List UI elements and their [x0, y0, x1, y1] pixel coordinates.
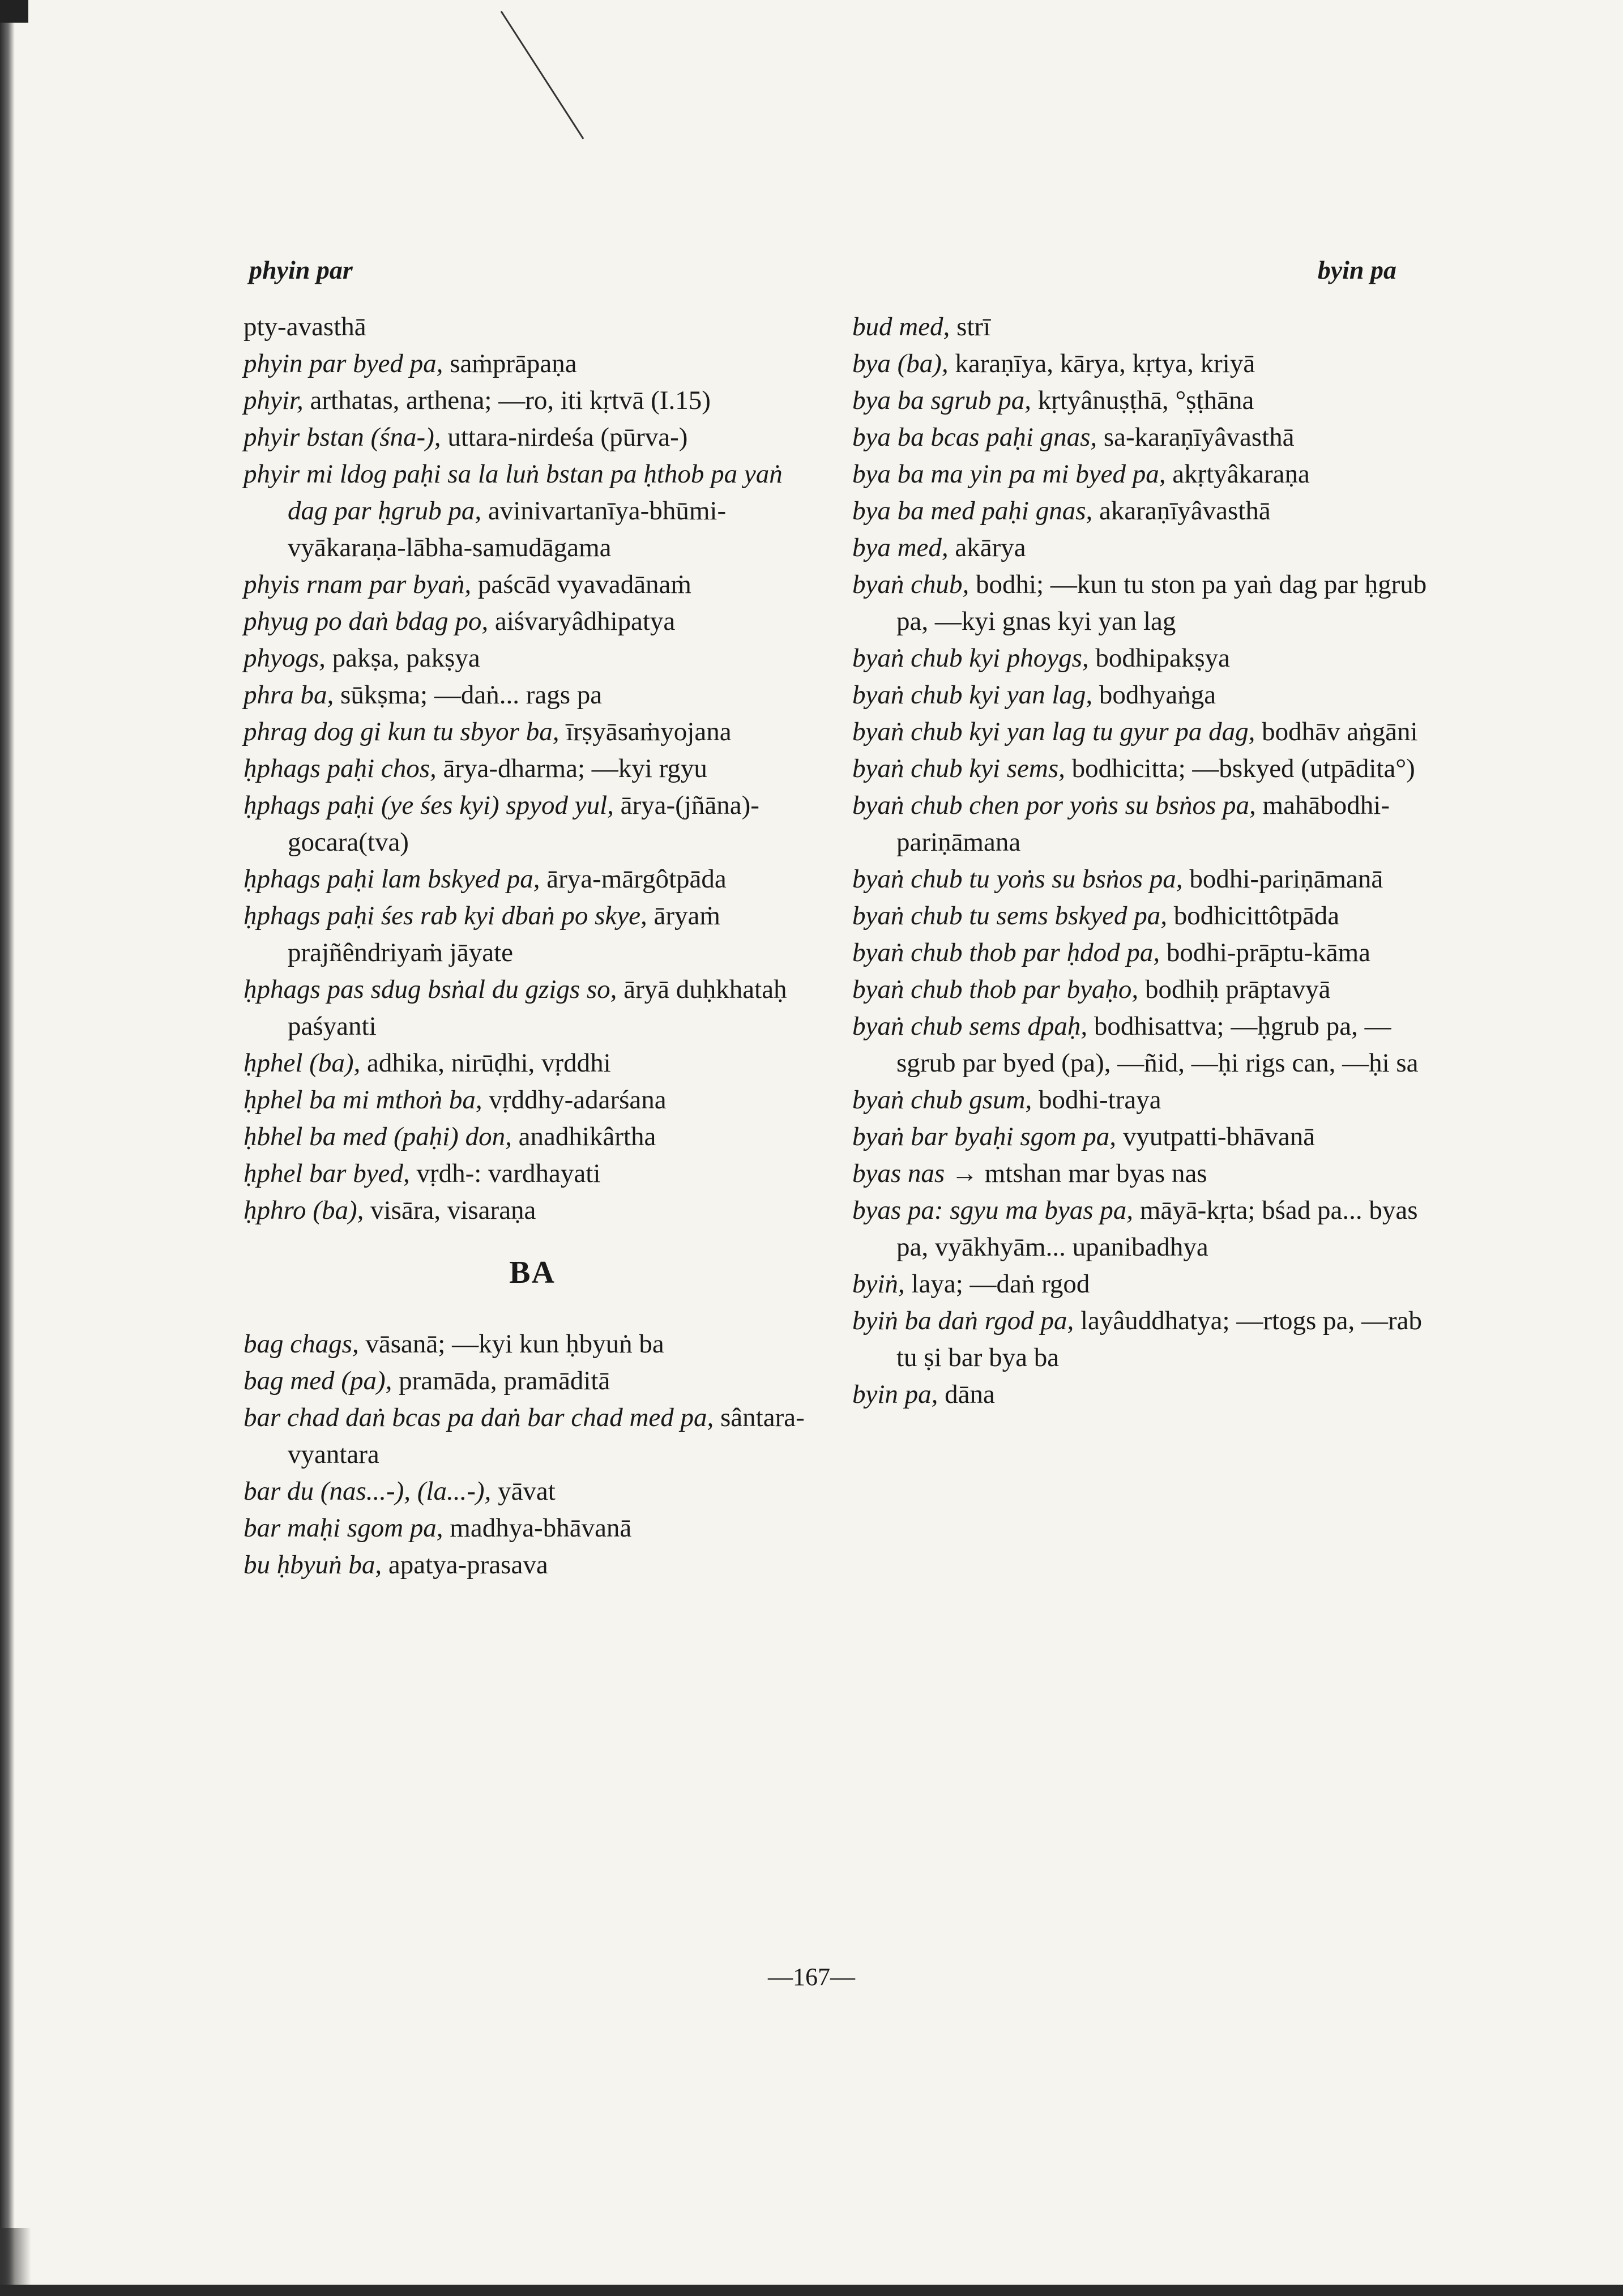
dictionary-entry [244, 898, 821, 971]
tibetan-term: ḥphags pas sdug bsṅal du gzigs so, [244, 975, 617, 1004]
tibetan-term: bar chad daṅ bcas pa daṅ bar chad med pa, [244, 1403, 714, 1432]
tibetan-term: byaṅ chub sems dpaḥ, [852, 1012, 1088, 1041]
sanskrit-definition: ārya-dharma; —kyi rgyu [443, 754, 707, 783]
dictionary-entry [852, 309, 1430, 345]
sanskrit-definition: paścād vyavadānaṁ [477, 570, 691, 599]
sanskrit-definition: bodhipakṣya [1095, 643, 1230, 673]
dictionary-entry [244, 345, 821, 382]
dictionary-entry [852, 382, 1430, 419]
dictionary-entry [852, 1082, 1430, 1119]
tibetan-term: ḥphags paḥi śes rab kyi dbaṅ po skye, [244, 901, 647, 931]
dictionary-entry [244, 714, 821, 750]
sanskrit-definition: sūkṣma; —daṅ... rags pa [340, 680, 603, 710]
sanskrit-definition: sa-karaṇīyâvasthā [1103, 423, 1295, 452]
dictionary-entry [852, 1192, 1430, 1266]
scan-top-corner [0, 0, 28, 23]
dictionary-entry [852, 640, 1430, 677]
sanskrit-definition: sântara-vyantara [288, 1403, 805, 1469]
dictionary-entry [852, 971, 1430, 1008]
sanskrit-definition: kṛtyânuṣṭhā, °ṣṭhāna [1037, 386, 1254, 415]
sanskrit-definition: arthatas, arthena; —ro, iti kṛtvā (I.15) [310, 386, 711, 415]
sanskrit-definition: akārya [955, 533, 1026, 562]
scan-left-edge [0, 0, 15, 2296]
sanskrit-definition: → mtshan mar byas nas [951, 1159, 1207, 1188]
tibetan-term: byaṅ chub kyi phoygs, [852, 643, 1089, 673]
tibetan-term: byiṅ, [852, 1269, 905, 1299]
dictionary-entry [852, 493, 1430, 530]
dictionary-entry [852, 934, 1430, 971]
sanskrit-definition: akaraṇīyâvasthā [1099, 496, 1271, 526]
dictionary-entry [244, 1326, 821, 1363]
tibetan-term: phyug po daṅ bdag po, [244, 607, 489, 636]
tibetan-term: bar du (nas...-), (la...-), [244, 1476, 492, 1506]
dictionary-entry [852, 1303, 1430, 1376]
tibetan-term: ḥphel bar byed, [244, 1159, 410, 1188]
dictionary-entry [244, 456, 821, 566]
sanskrit-definition: pramāda, pramāditā [399, 1366, 610, 1395]
sanskrit-definition: avinivartanīya-bhūmi-vyākaraṇa-lābha-samudāgama [288, 496, 727, 562]
sanskrit-definition: āryaṁ prajñêndriyaṁ jāyate [288, 901, 720, 967]
dictionary-entry [244, 750, 821, 787]
tibetan-term: byaṅ chub kyi yan lag tu gyur pa dag, [852, 717, 1255, 746]
sanskrit-definition: akṛtyâkaraṇa [1172, 459, 1310, 489]
dictionary-entry [852, 456, 1430, 493]
sanskrit-definition: bodhi-prāptu-kāma [1166, 938, 1371, 967]
dictionary-entry [852, 566, 1430, 640]
dictionary-entry [852, 1376, 1430, 1413]
tibetan-term: ḥbhel ba med (paḥi) don, [244, 1122, 512, 1151]
dictionary-entry [852, 1266, 1430, 1303]
left-entries [244, 309, 821, 1229]
tibetan-term: byiṅ ba daṅ rgod pa, [852, 1306, 1074, 1335]
tibetan-term: ḥphel (ba), [244, 1048, 361, 1078]
tibetan-term: byaṅ chub gsum, [852, 1085, 1032, 1115]
tibetan-term: bya ba med paḥi gnas, [852, 496, 1093, 526]
dictionary-entry [244, 1155, 821, 1192]
tibetan-term: bar maḥi sgom pa, [244, 1513, 443, 1543]
left-ba-entries [244, 1326, 821, 1584]
sanskrit-definition: bodhāv aṅgāni [1262, 717, 1418, 746]
dictionary-entry [244, 1192, 821, 1229]
sanskrit-definition: laya; —daṅ rgod [911, 1269, 1090, 1299]
tibetan-term: bya ba bcas paḥi gnas, [852, 423, 1097, 452]
tibetan-term: ḥphags paḥi chos, [244, 754, 437, 783]
dictionary-entry [244, 566, 821, 603]
sanskrit-definition: vāsanā; —kyi kun ḥbyuṅ ba [365, 1329, 664, 1359]
tibetan-term: phrag dog gi kun tu sbyor ba, [244, 717, 559, 746]
sanskrit-definition: madhya-bhāvanā [450, 1513, 632, 1543]
tibetan-term: byaṅ chub kyi sems, [852, 754, 1065, 783]
tibetan-term: bag med (pa), [244, 1366, 392, 1395]
dictionary-entry [244, 1510, 821, 1547]
sanskrit-definition: karaṇīya, kārya, kṛtya, kriyā [955, 349, 1255, 378]
page-number: —167— [768, 1963, 855, 1991]
tibetan-term: ḥphel ba mi mthoṅ ba, [244, 1085, 482, 1115]
tibetan-term: phyir bstan (śna-), [244, 423, 441, 452]
sanskrit-definition: pakṣa, pakṣya [332, 643, 480, 673]
dictionary-entry [852, 530, 1430, 566]
sanskrit-definition: bodhi-traya [1038, 1085, 1161, 1115]
tibetan-term: phra ba, [244, 680, 334, 710]
sanskrit-definition: bodhyaṅga [1099, 680, 1216, 710]
sanskrit-definition: vyutpatti-bhāvanā [1122, 1122, 1316, 1151]
tibetan-term: bya med, [852, 533, 949, 562]
dictionary-entry [244, 1363, 821, 1399]
running-header-right: byin pa [1317, 255, 1396, 284]
tibetan-term: byaṅ chub thob par byaḥo, [852, 975, 1139, 1004]
running-header-left: phyin par [249, 255, 353, 284]
dictionary-entry [244, 640, 821, 677]
dictionary-entry [244, 861, 821, 898]
dictionary-entry [244, 1473, 821, 1510]
tibetan-term: byaṅ chub tu yoṅs su bsṅos pa, [852, 864, 1183, 894]
sanskrit-definition: ārya-mārgôtpāda [546, 864, 727, 894]
dictionary-entry [244, 382, 821, 419]
tibetan-term: phyir mi ldog paḥi sa la luṅ bstan pa ḥthob pa yaṅ dag par ḥgrub pa, [244, 459, 783, 526]
dictionary-entry [244, 1082, 821, 1119]
scan-bottom-edge [0, 2285, 1623, 2296]
sanskrit-definition: layâuddhatya; —rtogs pa, —rab tu ṣi bar bya ba [896, 1306, 1422, 1372]
dictionary-entry [244, 309, 821, 345]
dictionary-entry [244, 603, 821, 640]
tibetan-term: phyogs, [244, 643, 326, 673]
right-column [852, 309, 1430, 1413]
dictionary-entry [244, 1045, 821, 1082]
dictionary-entry [244, 787, 821, 861]
sanskrit-definition: pty-avasthā [244, 312, 366, 342]
tibetan-term: phyir, [244, 386, 304, 415]
tibetan-term: bya ba sgrub pa, [852, 386, 1031, 415]
sanskrit-definition: uttara-nirdeśa (pūrva-) [447, 423, 688, 452]
tibetan-term: ḥphags paḥi (ye śes kyi) spyod yul, [244, 791, 614, 820]
sanskrit-definition: āryā duḥkhataḥ paśyanti [288, 975, 787, 1041]
sanskrit-definition: īrṣyāsaṁyojana [566, 717, 732, 746]
dictionary-entry [852, 750, 1430, 787]
tibetan-term: byaṅ chub chen por yoṅs su bsṅos pa, [852, 791, 1256, 820]
tibetan-term: byas pa: sgyu ma byas pa, [852, 1196, 1134, 1225]
dictionary-entry [852, 787, 1430, 861]
dictionary-entry [852, 1155, 1430, 1192]
sanskrit-definition: vṛddhy-adarśana [489, 1085, 667, 1115]
sanskrit-definition: visāra, visaraṇa [370, 1196, 536, 1225]
sanskrit-definition: vṛdh-: vardhayati [416, 1159, 601, 1188]
dictionary-entry [244, 1119, 821, 1155]
dictionary-entry [852, 861, 1430, 898]
sanskrit-definition: bodhicitta; —bskyed (utpādita°) [1071, 754, 1415, 783]
dictionary-entry [852, 1008, 1430, 1082]
tibetan-term: phyis rnam par byaṅ, [244, 570, 472, 599]
sanskrit-definition: bodhiḥ prāptavyā [1144, 975, 1331, 1004]
sanskrit-definition: bodhisattva; —ḥgrub pa, —sgrub par byed (pa), —ñid, —ḥi rigs can, —ḥi sa [896, 1012, 1419, 1078]
sanskrit-definition: saṁprāpaṇa [450, 349, 577, 378]
sanskrit-definition: dāna [945, 1380, 995, 1409]
sanskrit-definition: bodhi-pariṇāmanā [1189, 864, 1383, 894]
sanskrit-definition: apatya-prasava [388, 1550, 548, 1580]
tibetan-term: byaṅ chub kyi yan lag, [852, 680, 1093, 710]
tibetan-term: byin pa, [852, 1380, 938, 1409]
dictionary-entry [852, 1119, 1430, 1155]
tibetan-term: bya ba ma yin pa mi byed pa, [852, 459, 1166, 489]
tibetan-term: byaṅ chub tu sems bskyed pa, [852, 901, 1168, 931]
sanskrit-definition: ārya-(jñāna)-gocara(tva) [288, 791, 759, 857]
tibetan-term: byaṅ chub, [852, 570, 969, 599]
tibetan-term: ḥphro (ba), [244, 1196, 364, 1225]
sanskrit-definition: adhika, nirūḍhi, vṛddhi [366, 1048, 611, 1078]
dictionary-entry [852, 898, 1430, 934]
tibetan-term: ḥphags paḥi lam bskyed pa, [244, 864, 540, 894]
dictionary-entry [852, 345, 1430, 382]
sanskrit-definition: māyā-kṛta; bśad pa... byas pa, vyākhyām... upanibadhya [896, 1196, 1418, 1262]
left-column [244, 309, 821, 1584]
sanskrit-definition: aiśvaryâdhipatya [494, 607, 676, 636]
dictionary-entry [244, 677, 821, 714]
tibetan-term: byas nas [852, 1159, 945, 1188]
tibetan-term: bya (ba), [852, 349, 949, 378]
tibetan-term: bag chags, [244, 1329, 359, 1359]
tibetan-term: byaṅ bar byaḥi sgom pa, [852, 1122, 1117, 1151]
dictionary-entry [244, 971, 821, 1045]
sanskrit-definition: bodhicittôtpāda [1173, 901, 1340, 931]
dictionary-entry [244, 1547, 821, 1584]
sanskrit-definition: anadhikârtha [518, 1122, 656, 1151]
dictionary-entry [244, 419, 821, 456]
dictionary-entry [852, 677, 1430, 714]
sanskrit-definition: yāvat [498, 1476, 556, 1506]
sanskrit-definition: strī [956, 312, 991, 342]
section-heading: BA [509, 1255, 556, 1290]
dictionary-entry [852, 419, 1430, 456]
tibetan-term: bud med, [852, 312, 950, 342]
tibetan-term: byaṅ chub thob par ḥdod pa, [852, 938, 1160, 967]
sanskrit-definition: bodhi; —kun tu ston pa yaṅ dag par ḥgrub pa, —kyi gnas kyi yan lag [896, 570, 1427, 636]
tibetan-term: phyin par byed pa, [244, 349, 443, 378]
dictionary-entry [244, 1399, 821, 1473]
dictionary-entry [852, 714, 1430, 750]
right-entries [852, 309, 1430, 1413]
sanskrit-definition: mahābodhi-pariṇāmana [896, 791, 1390, 857]
tibetan-term: bu ḥbyuṅ ba, [244, 1550, 382, 1580]
